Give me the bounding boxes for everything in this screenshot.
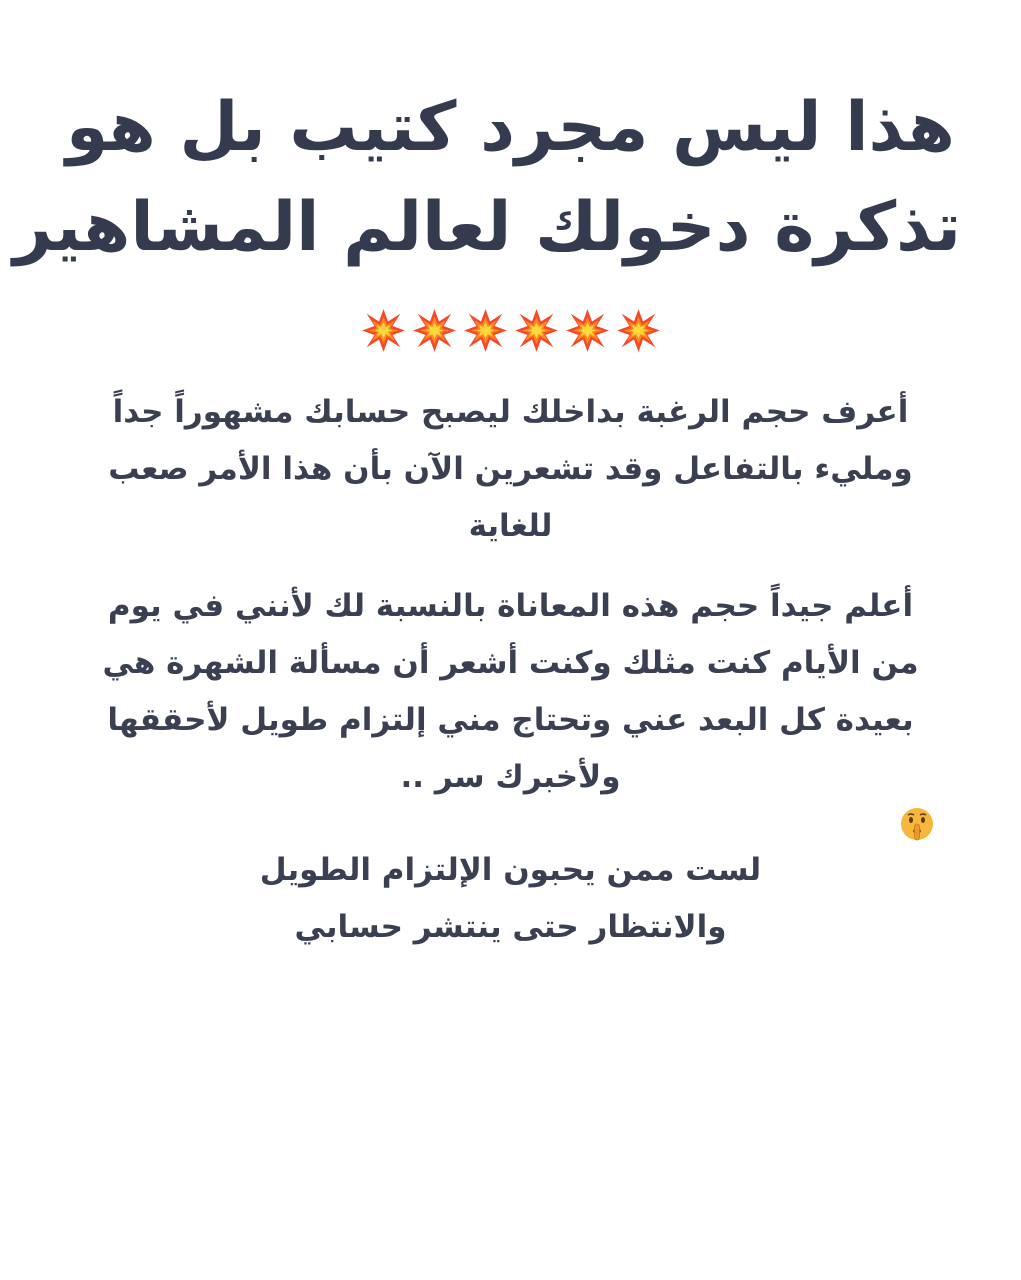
paragraph-2-line-4 — [80, 749, 941, 899]
headline — [13, 78, 961, 278]
headline-line-2: تذكرة دخولك لعالم المشاهير — [13, 188, 961, 267]
collision-icon — [514, 308, 559, 353]
collision-icon — [412, 308, 457, 353]
paragraph-1 — [80, 384, 941, 555]
paragraph-1-line-3: للغاية — [468, 508, 553, 544]
paragraph-2-line-5: والانتظار حتى ينتشر حسابي — [294, 909, 727, 945]
shushing-face-icon — [899, 806, 935, 842]
paragraph-2-line-4-start: ولأخبرك سر .. — [400, 759, 621, 795]
paragraph-2-line-2: من الأيام كنت مثلك وكنت أشعر أن مسألة الشهرة هي — [102, 645, 919, 681]
paragraph-2 — [80, 578, 941, 956]
collision-icon — [616, 308, 661, 353]
collision-emoji-row — [0, 308, 1021, 356]
collision-icon — [463, 308, 508, 353]
headline-line-1: هذا ليس مجرد كتيب بل هو — [66, 88, 955, 167]
paragraph-2-line-4-end: لست ممن يحبون الإلتزام الطويل — [259, 852, 762, 888]
paragraph-1-line-2: ومليء بالتفاعل وقد تشعرين الآن بأن هذا الأمر صعب — [108, 451, 913, 487]
paragraph-2-line-1: أعلم جيداً حجم هذه المعاناة بالنسبة لك لأنني في يوم — [107, 588, 914, 624]
paragraph-1-line-1: أعرف حجم الرغبة بداخلك ليصبح حسابك مشهوراً جداً — [112, 394, 909, 430]
collision-icon — [565, 308, 610, 353]
paragraph-2-line-3: بعيدة كل البعد عني وتحتاج مني إلتزام طويل لأحققها — [107, 702, 914, 738]
collision-icon — [361, 308, 406, 353]
